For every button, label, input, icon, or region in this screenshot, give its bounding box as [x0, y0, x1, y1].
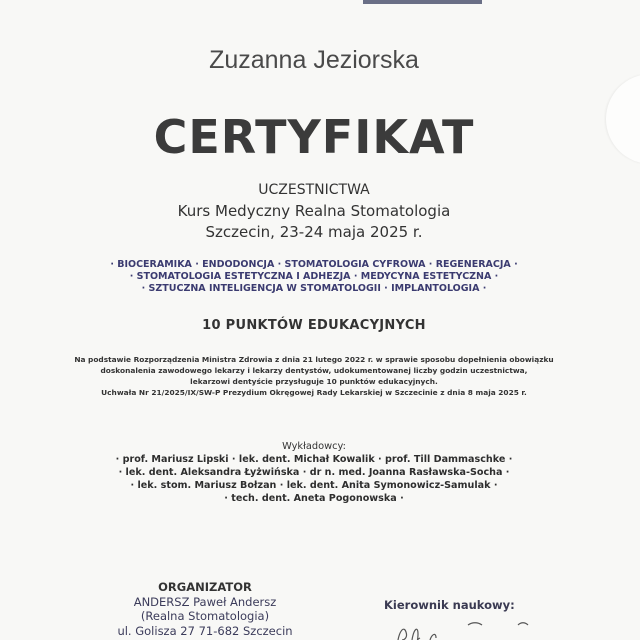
course-name: Kurs Medyczny Realna Stomatologia	[177, 202, 451, 220]
legal-line: Uchwała Nr 21/2025/IX/SW-P Prezydium Okręgowej Rady Lekarskiej w Szczecinie z dnia 8 maja 2025 r.	[101, 388, 527, 397]
education-points: 10 PUNKTÓW EDUKACYJNYCH	[202, 318, 426, 333]
recipient-name: Zuzanna Jeziorska	[209, 46, 419, 74]
lecturers-section	[0, 440, 628, 505]
legal-line: Na podstawie Rozporządzenia Ministra Zdrowia z dnia 21 lutego 2022 r. w sprawie sposobu dopełnienia obowiązku	[74, 355, 554, 364]
place-date: Szczecin, 23-24 maja 2025 r.	[205, 223, 423, 241]
certificate-title: CERTYFIKAT	[153, 110, 475, 164]
legal-line: lekarzowi dentyście przysługuje 10 punktów edukacyjnych.	[190, 377, 438, 386]
organizer-block	[92, 580, 318, 638]
lecturers-line: · lek. dent. Aleksandra Łyżwińska · dr n. med. Joanna Rasławska-Socha ·	[118, 467, 510, 478]
organizer-name: ANDERSZ Paweł Andersz	[133, 594, 277, 609]
legal-line: doskonalenia zawodowego lekarzy i lekarzy dentystów, udokumentowanej liczby godzin uczestnictwa,	[100, 366, 528, 375]
organizer-address: ul. Golisza 27 71-682 Szczecin	[117, 623, 293, 638]
organizer-brand: (Realna Stomatologia)	[140, 609, 270, 623]
lecturers-line: · prof. Mariusz Lipski · lek. dent. Michał Kowalik · prof. Till Dammaschke ·	[115, 454, 513, 465]
topics-line: · BIOCERAMIKA · ENDODONCJA · STOMATOLOGIA CYFROWA · REGENERACJA ·	[110, 259, 518, 270]
lecturers-label: Wykładowcy:	[282, 441, 346, 452]
supervisor-label: Kierownik naukowy:	[384, 598, 515, 612]
certificate-kind: UCZESTNICTWA	[258, 182, 370, 198]
topics-list	[0, 259, 628, 295]
topics-line: · STOMATOLOGIA ESTETYCZNA I ADHEZJA · MEDYCYNA ESTETYCZNA ·	[129, 271, 499, 282]
top-decorative-bar	[363, 0, 482, 4]
lecturers-line: · lek. stom. Mariusz Bołzan · lek. dent. Anita Symonowicz-Samulak ·	[130, 480, 498, 491]
signature-icon	[390, 620, 550, 640]
topics-line: · SZTUCZNA INTELIGENCJA W STOMATOLOGII · IMPLANTOLOGIA ·	[141, 283, 487, 294]
lecturers-line: · tech. dent. Aneta Pogonowska ·	[224, 493, 404, 504]
legal-basis	[0, 354, 628, 398]
subtitle-block	[0, 180, 628, 243]
organizer-heading: ORGANIZATOR	[158, 580, 252, 594]
